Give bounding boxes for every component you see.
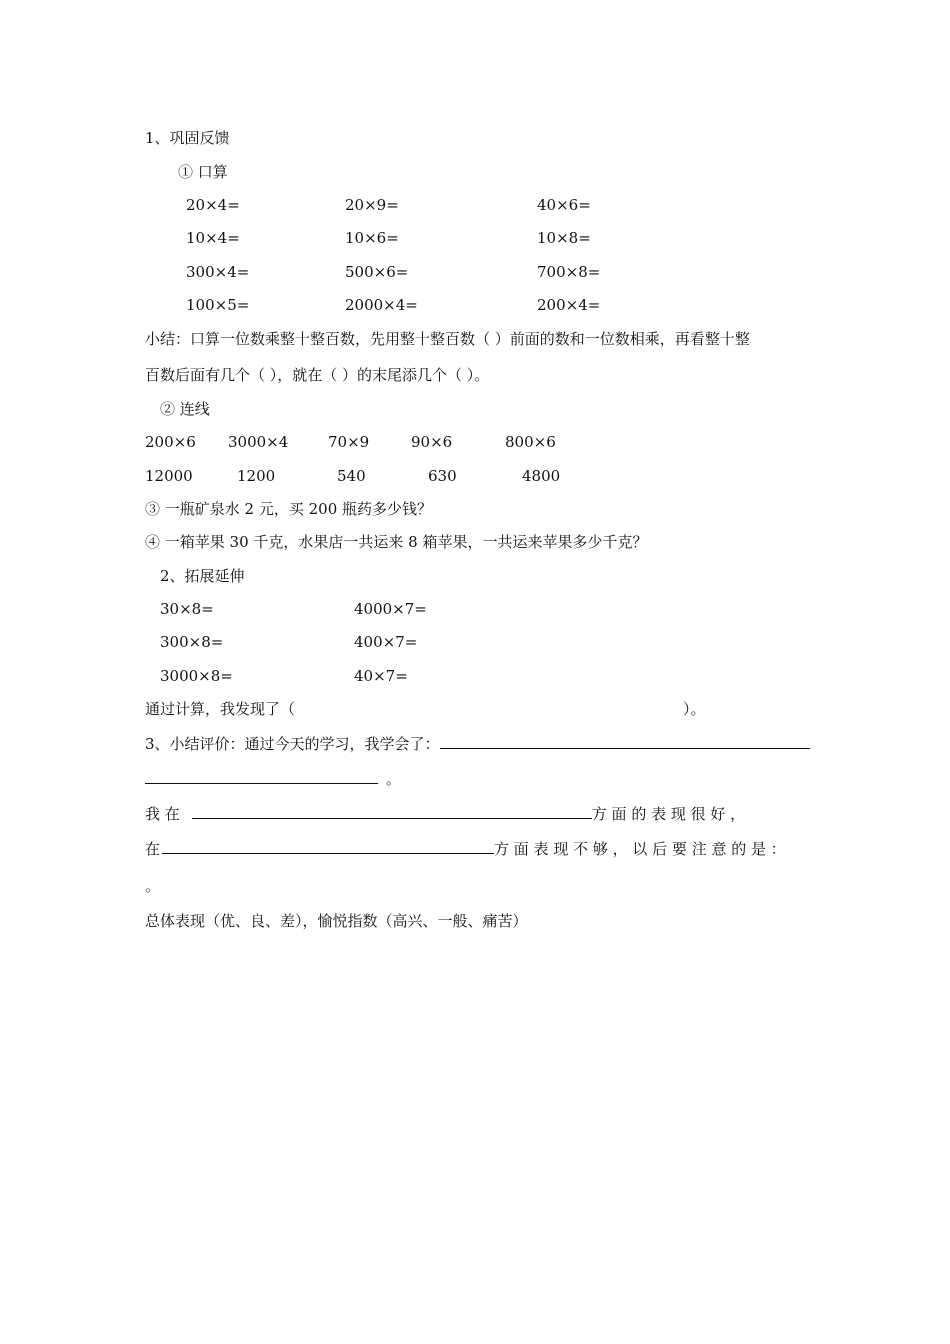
match-top-item: 800×6 <box>505 433 556 451</box>
question-3: ③ 一瓶矿泉水 2 元，买 200 瓶药多少钱？ <box>145 500 433 518</box>
section2-title: 2、拓展延伸 <box>160 567 245 585</box>
bad-prefix: 在 <box>145 840 161 858</box>
section3-title-text: 3、小结评价：通过今天的学习，我学会了： <box>145 735 440 753</box>
extension-item: 300×8= <box>160 633 224 651</box>
learned-line-2 <box>145 768 401 789</box>
summary-line-2: 百数后面有几个（ ），就在（ ）的末尾添几个（ ）。 <box>145 366 490 384</box>
match-top-item: 200×6 <box>145 433 196 451</box>
learned-blank-1[interactable] <box>440 733 810 749</box>
match-title: ② 连线 <box>160 400 210 418</box>
match-top-item: 70×9 <box>328 433 370 451</box>
match-top-item: 3000×4 <box>228 433 289 451</box>
oral-item: 20×9= <box>345 196 399 214</box>
found-prefix: 通过计算，我发现了（ <box>145 700 296 718</box>
oral-item: 10×6= <box>345 229 399 247</box>
section1-title: 1、巩固反馈 <box>145 129 230 147</box>
good-prefix: 我 在 <box>145 805 180 823</box>
oral-item: 200×4= <box>537 296 601 314</box>
oral-item: 100×5= <box>186 296 250 314</box>
bad-performance-line <box>145 838 786 859</box>
oral-item: 10×4= <box>186 229 240 247</box>
bad-blank[interactable] <box>162 838 494 854</box>
overall-evaluation: 总体表现（优、良、差），愉悦指数（高兴、一般、痛苦） <box>145 912 528 930</box>
end-mark: 。 <box>145 877 161 895</box>
extension-item: 4000×7= <box>354 600 427 618</box>
extension-item: 3000×8= <box>160 667 233 685</box>
learned-end-mark: 。 <box>386 770 402 788</box>
good-blank[interactable] <box>192 803 592 819</box>
match-bottom-item: 540 <box>337 467 366 485</box>
good-suffix: 方 面 的 表 现 很 好 ， <box>591 805 746 823</box>
match-bottom-item: 630 <box>428 467 457 485</box>
oral-item: 300×4= <box>186 263 250 281</box>
match-bottom-item: 12000 <box>145 467 193 485</box>
summary-line-1: 小结：口算一位数乘整十整百数，先用整十整百数（ ）前面的数和一位数相乘，再看整十整 <box>145 330 750 348</box>
oral-item: 700×8= <box>537 263 601 281</box>
oral-item: 20×4= <box>186 196 240 214</box>
bad-suffix: 方 面 表 现 不 够 ， 以 后 要 注 意 的 是 ： <box>494 840 786 858</box>
oral-calc-title: ① 口算 <box>178 163 228 181</box>
found-suffix: ）。 <box>683 700 706 718</box>
extension-item: 40×7= <box>354 667 408 685</box>
oral-item: 40×6= <box>537 196 591 214</box>
section3-title <box>145 733 810 754</box>
question-4: ④ 一箱苹果 30 千克，水果店一共运来 8 箱苹果，一共运来苹果多少千克？ <box>145 533 648 551</box>
good-performance-line <box>145 803 745 824</box>
extension-item: 30×8= <box>160 600 214 618</box>
extension-item: 400×7= <box>354 633 418 651</box>
match-bottom-item: 1200 <box>237 467 276 485</box>
oral-item: 2000×4= <box>345 296 418 314</box>
oral-item: 10×8= <box>537 229 591 247</box>
learned-blank-2[interactable] <box>145 768 378 784</box>
oral-item: 500×6= <box>345 263 409 281</box>
match-top-item: 90×6 <box>411 433 453 451</box>
match-bottom-item: 4800 <box>522 467 561 485</box>
